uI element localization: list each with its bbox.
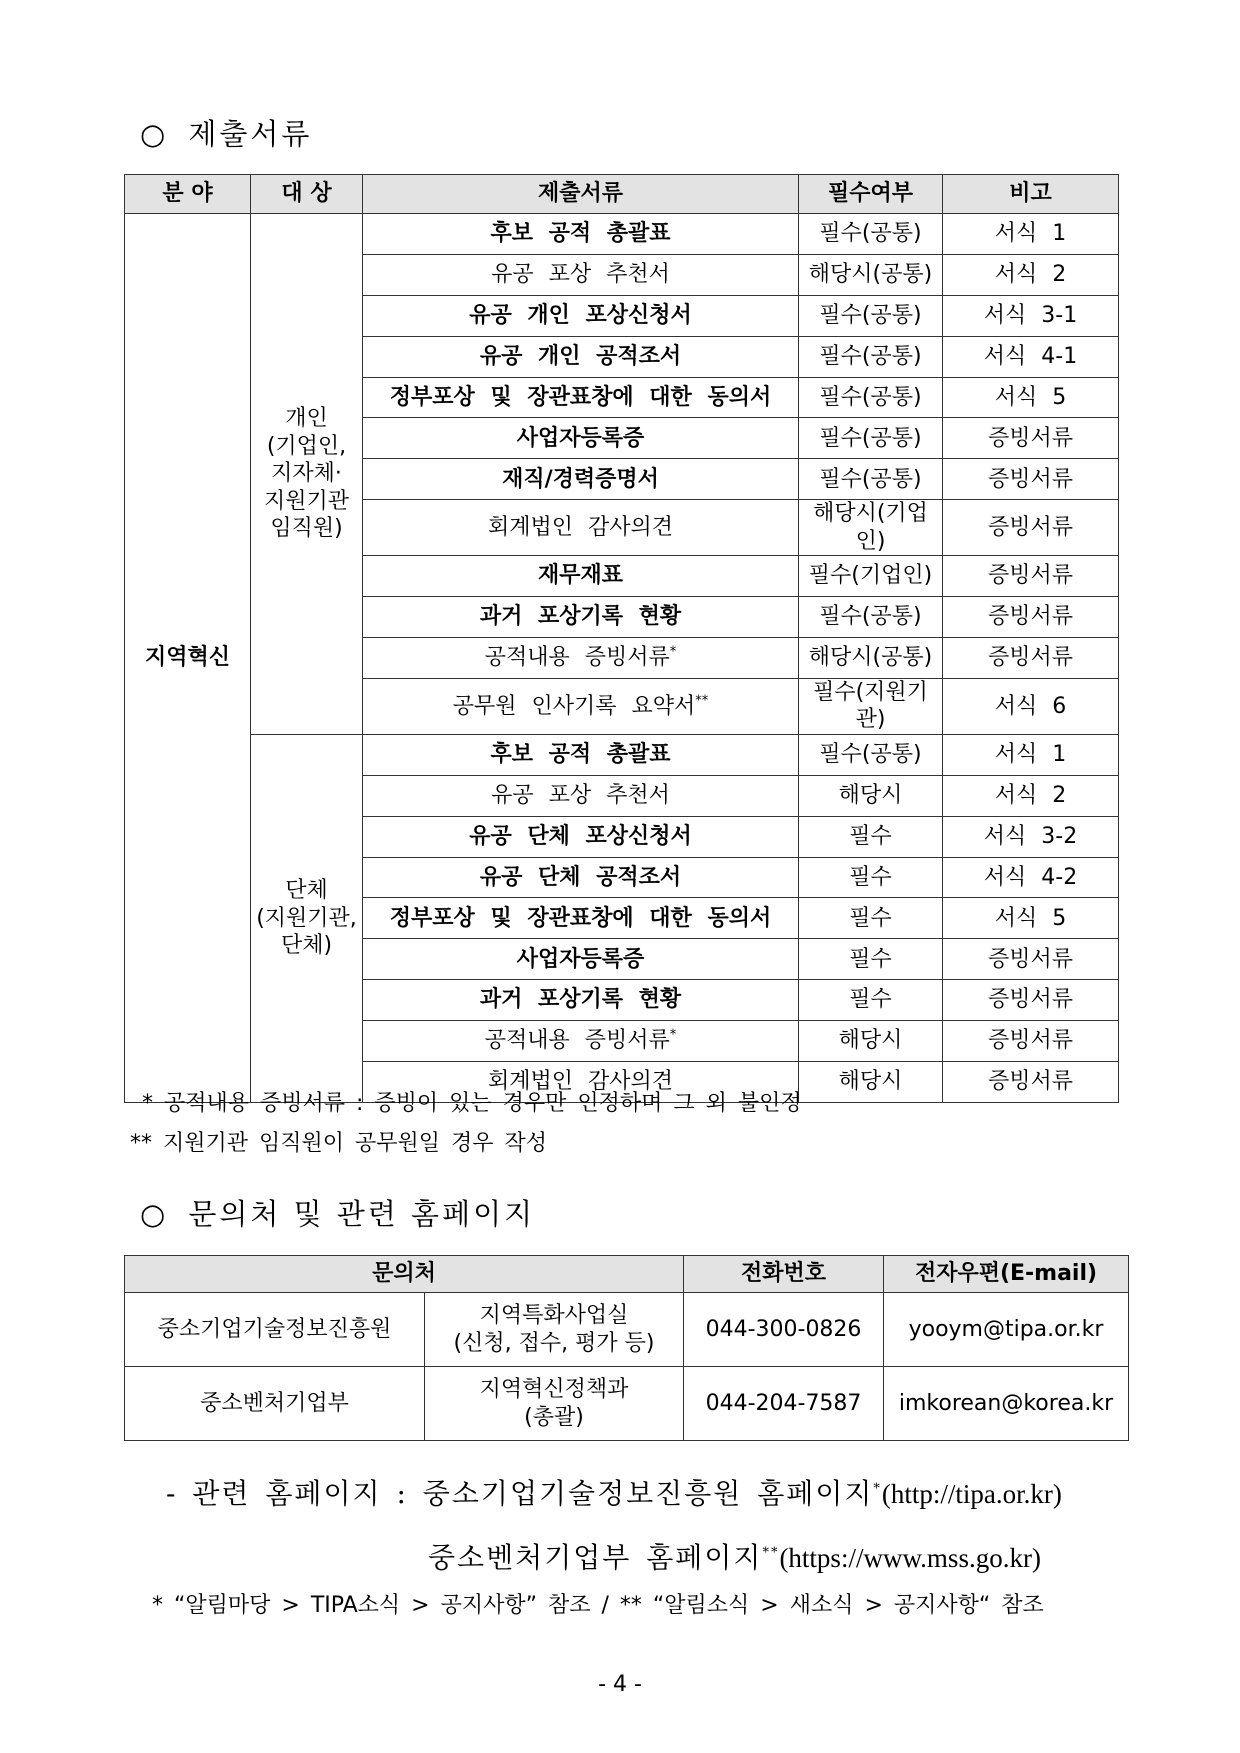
target-cell: 개인 (기업인, 지자체· 지원기관 임직원) — [251, 214, 363, 735]
website-line-2 — [428, 1536, 1041, 1576]
document-name: 공적내용 증빙서류 — [484, 645, 670, 671]
footnote-marker: * — [669, 644, 677, 660]
document-cell — [363, 295, 799, 336]
email-cell[interactable]: imkorean@korea.kr — [884, 1367, 1129, 1441]
document-name: 유공 단체 포상신청서 — [469, 823, 692, 849]
org-cell: 중소기업기술정보진흥원 — [125, 1293, 425, 1367]
document-name: 사업자등록증 — [516, 425, 645, 451]
document-name: 유공 개인 공적조서 — [479, 343, 682, 369]
contact-table — [124, 1255, 1129, 1441]
website-name: 중소벤처기업부 홈페이지 — [428, 1541, 763, 1574]
section-title: 문의처 및 관련 홈페이지 — [188, 1197, 536, 1231]
remark-cell: 서식 2 — [943, 775, 1119, 816]
required-cell: 필수(기업인) — [799, 556, 943, 597]
document-name: 유공 개인 포상신청서 — [469, 302, 692, 328]
document-cell — [363, 1021, 799, 1062]
field-cell: 지역혁신 — [125, 214, 251, 1103]
document-name: 유공 포상 추천서 — [491, 782, 670, 808]
footnote-marker: ** — [695, 693, 709, 709]
table-row — [125, 1367, 1129, 1441]
website-url[interactable]: (http://tipa.or.kr) — [881, 1479, 1062, 1509]
remark-cell: 서식 5 — [943, 377, 1119, 418]
documents-table — [124, 174, 1119, 1103]
header-field: 분 야 — [125, 175, 251, 214]
document-cell — [363, 214, 799, 255]
required-cell: 필수 — [799, 980, 943, 1021]
required-cell: 해당시 — [799, 1021, 943, 1062]
remark-cell: 증빙서류 — [943, 418, 1119, 459]
document-name: 과거 포상기록 현황 — [479, 987, 682, 1013]
required-cell: 해당시(공통) — [799, 254, 943, 295]
document-cell — [363, 857, 799, 898]
phone-cell: 044-204-7587 — [684, 1367, 884, 1441]
remark-cell: 증빙서류 — [943, 939, 1119, 980]
document-name: 유공 단체 공적조서 — [479, 864, 682, 890]
required-cell: 필수(공통) — [799, 377, 943, 418]
remark-cell: 증빙서류 — [943, 500, 1119, 556]
dept-cell: 지역특화사업실 (신청, 접수, 평가 등) — [425, 1293, 684, 1367]
document-name: 사업자등록증 — [516, 946, 645, 972]
remark-cell: 증빙서류 — [943, 459, 1119, 500]
document-cell — [363, 734, 799, 775]
required-cell: 필수(공통) — [799, 459, 943, 500]
table-row — [125, 734, 1119, 775]
remark-cell: 증빙서류 — [943, 638, 1119, 679]
header-phone: 전화번호 — [684, 1256, 884, 1293]
remark-cell: 서식 5 — [943, 898, 1119, 939]
document-cell — [363, 500, 799, 556]
section-heading-contact — [140, 1192, 535, 1233]
remark-cell: 증빙서류 — [943, 556, 1119, 597]
document-cell — [363, 816, 799, 857]
website-name: 중소기업기술정보진흥원 홈페이지 — [422, 1477, 874, 1510]
document-cell — [363, 678, 799, 734]
remark-cell: 증빙서류 — [943, 597, 1119, 638]
required-cell: 필수(공통) — [799, 336, 943, 377]
document-name: 재직/경력증명서 — [502, 466, 659, 492]
required-cell: 필수 — [799, 816, 943, 857]
document-cell — [363, 459, 799, 500]
circle-bullet-icon: ○ — [140, 1197, 169, 1231]
required-cell: 필수(공통) — [799, 418, 943, 459]
remark-cell: 서식 1 — [943, 214, 1119, 255]
remark-cell: 서식 3-2 — [943, 816, 1119, 857]
table-header-row — [125, 1256, 1129, 1293]
document-name: 유공 포상 추천서 — [491, 262, 670, 288]
org-cell: 중소벤처기업부 — [125, 1367, 425, 1441]
document-name: 공적내용 증빙서류 — [484, 1028, 670, 1054]
header-required: 필수여부 — [799, 175, 943, 214]
document-name: 후보 공적 총괄표 — [490, 221, 671, 247]
required-cell: 해당시 — [799, 1062, 943, 1103]
header-documents: 제출서류 — [363, 175, 799, 214]
circle-bullet-icon: ○ — [140, 117, 169, 151]
footnote-marker: ** — [762, 1545, 780, 1561]
remark-cell: 서식 4-1 — [943, 336, 1119, 377]
required-cell: 해당시(공통) — [799, 638, 943, 679]
document-name: 공무원 인사기록 요약서 — [452, 693, 696, 719]
remark-cell: 증빙서류 — [943, 1021, 1119, 1062]
table-header-row — [125, 175, 1119, 214]
document-name: 회계법인 감사의견 — [487, 1069, 673, 1095]
remark-cell: 서식 4-2 — [943, 857, 1119, 898]
table-row — [125, 1293, 1129, 1367]
header-contact: 문의처 — [125, 1256, 684, 1293]
document-cell — [363, 597, 799, 638]
website-label: - 관련 홈페이지 : — [166, 1477, 423, 1510]
document-cell — [363, 775, 799, 816]
required-cell: 필수(지원기관) — [799, 678, 943, 734]
required-cell: 필수(공통) — [799, 295, 943, 336]
document-cell — [363, 898, 799, 939]
footnote-1: * 공적내용 증빙서류 : 증빙이 있는 경우만 인정하며 그 외 불인정 — [142, 1091, 802, 1116]
document-cell — [363, 254, 799, 295]
document-name: 후보 공적 총괄표 — [490, 742, 671, 768]
document-cell — [363, 377, 799, 418]
required-cell: 필수(공통) — [799, 597, 943, 638]
remark-cell: 증빙서류 — [943, 1062, 1119, 1103]
document-cell — [363, 638, 799, 679]
document-name: 재무재표 — [537, 563, 623, 589]
section-heading-documents — [140, 112, 312, 153]
required-cell: 필수 — [799, 857, 943, 898]
document-cell — [363, 556, 799, 597]
section-title: 제출서류 — [188, 117, 313, 151]
required-cell: 필수(공통) — [799, 214, 943, 255]
website-line-1 — [166, 1472, 1062, 1512]
remark-cell: 서식 1 — [943, 734, 1119, 775]
document-name: 과거 포상기록 현황 — [479, 604, 682, 630]
footnote-marker: * — [669, 1028, 677, 1043]
target-cell: 단체 (지원기관, 단체) — [251, 734, 363, 1102]
footnote-2: ** 지원기관 임직원이 공무원일 경우 작성 — [130, 1131, 547, 1156]
document-name: 정부포상 및 장관표창에 대한 동의서 — [389, 384, 772, 410]
document-name: 회계법인 감사의견 — [487, 514, 673, 540]
required-cell: 필수(공통) — [799, 734, 943, 775]
remark-cell: 증빙서류 — [943, 980, 1119, 1021]
header-email: 전자우편(E-mail) — [884, 1256, 1129, 1293]
website-reference-note: * “알림마당 > TIPA소식 > 공지사항” 참조 / ** “알림소식 > 새소식 > 공지사항“ 참조 — [152, 1593, 1044, 1618]
page-number: - 4 - — [598, 1672, 642, 1697]
header-remarks: 비고 — [943, 175, 1119, 214]
required-cell: 필수 — [799, 898, 943, 939]
document-cell — [363, 980, 799, 1021]
header-target: 대 상 — [251, 175, 363, 214]
document-cell — [363, 418, 799, 459]
phone-cell: 044-300-0826 — [684, 1293, 884, 1367]
required-cell: 필수 — [799, 939, 943, 980]
website-url[interactable]: (https://www.mss.go.kr) — [779, 1543, 1041, 1573]
document-cell — [363, 336, 799, 377]
table-row — [125, 214, 1119, 255]
remark-cell: 서식 3-1 — [943, 295, 1119, 336]
footnote-marker: * — [873, 1481, 882, 1497]
remark-cell: 서식 2 — [943, 254, 1119, 295]
document-cell — [363, 939, 799, 980]
document-name: 정부포상 및 장관표창에 대한 동의서 — [389, 905, 772, 931]
required-cell: 해당시 — [799, 775, 943, 816]
required-cell: 해당시(기업인) — [799, 500, 943, 556]
remark-cell: 서식 6 — [943, 678, 1119, 734]
dept-cell: 지역혁신정책과 (총괄) — [425, 1367, 684, 1441]
email-cell[interactable]: yooym@tipa.or.kr — [884, 1293, 1129, 1367]
